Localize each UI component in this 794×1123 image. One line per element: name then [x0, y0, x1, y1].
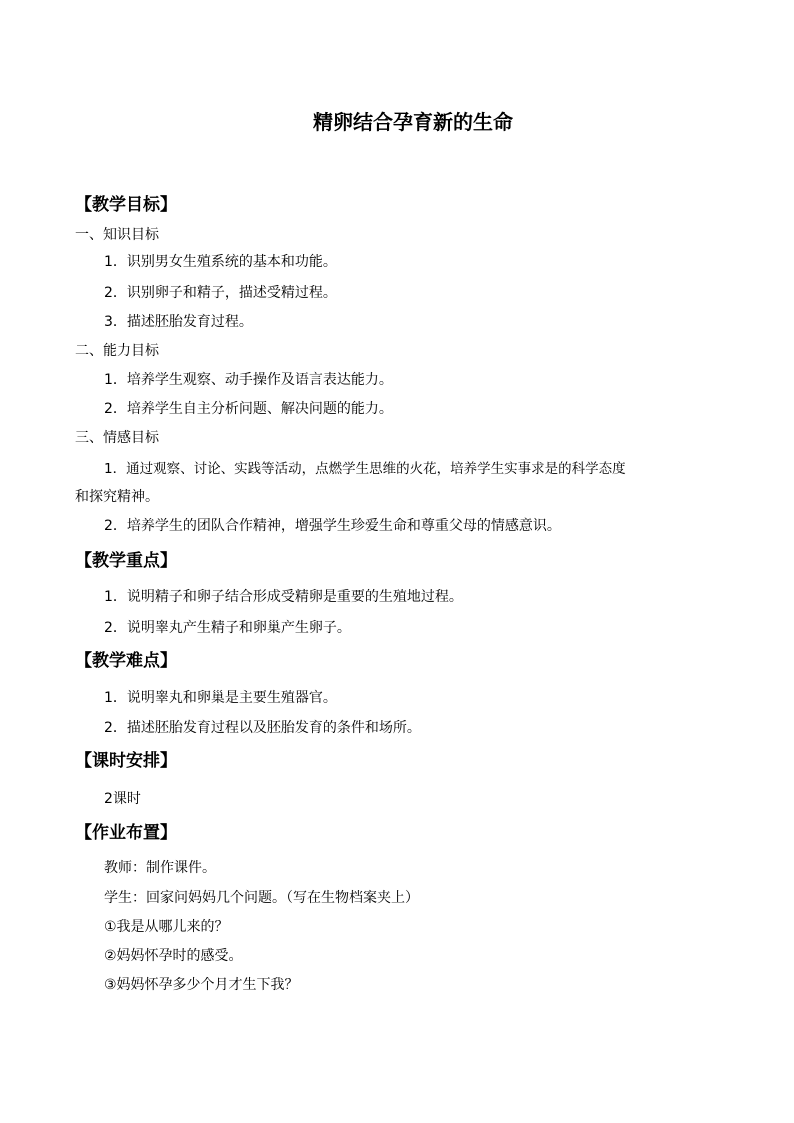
- emotion-goal-label: 三、情感目标: [75, 430, 159, 446]
- schedule-heading: 【课时安排】: [75, 751, 177, 771]
- emotion-goal-item: 1．通过观察、讨论、实践等活动，点燃学生思维的火花，培养学生实事求是的科学态度: [104, 461, 626, 477]
- knowledge-goal-label: 一、知识目标: [75, 227, 159, 243]
- homework-question: ②妈妈怀孕时的感受。: [104, 948, 243, 964]
- difficulties-heading: 【教学难点】: [75, 651, 177, 671]
- key-point-item: 1．说明精子和卵子结合形成受精卵是重要的生殖地过程。: [104, 589, 463, 605]
- key-point-item: 2．说明睾丸产生精子和卵巢产生卵子。: [104, 620, 351, 636]
- document-title: 精卵结合孕育新的生命: [313, 110, 513, 134]
- homework-heading: 【作业布置】: [75, 823, 177, 843]
- knowledge-goal-item: 1．识别男女生殖系统的基本和功能。: [104, 254, 337, 270]
- knowledge-goal-item: 3．描述胚胎发育过程。: [104, 314, 253, 330]
- knowledge-goal-item: 2．识别卵子和精子，描述受精过程。: [104, 285, 337, 301]
- ability-goal-label: 二、能力目标: [75, 343, 159, 359]
- homework-line: 学生：回家问妈妈几个问题。（写在生物档案夹上）: [104, 890, 419, 906]
- difficulty-item: 1．说明睾丸和卵巢是主要生殖器官。: [104, 690, 337, 706]
- emotion-goal-item-continued: 和探究精神。: [75, 489, 159, 505]
- difficulty-item: 2．描述胚胎发育过程以及胚胎发育的条件和场所。: [104, 720, 421, 736]
- emotion-goal-item: 2．培养学生的团队合作精神，增强学生珍爱生命和尊重父母的情感意识。: [104, 518, 561, 534]
- ability-goal-item: 2．培养学生自主分析问题、解决问题的能力。: [104, 401, 393, 417]
- ability-goal-item: 1．培养学生观察、动手操作及语言表达能力。: [104, 372, 393, 388]
- key-points-heading: 【教学重点】: [75, 551, 177, 571]
- homework-question: ③妈妈怀孕多少个月才生下我？: [104, 977, 299, 993]
- objectives-heading: 【教学目标】: [75, 195, 177, 215]
- homework-line: 教师：制作课件。: [104, 860, 216, 876]
- schedule-text: 2课时: [104, 791, 141, 807]
- homework-question: ①我是从哪儿来的？: [104, 919, 229, 935]
